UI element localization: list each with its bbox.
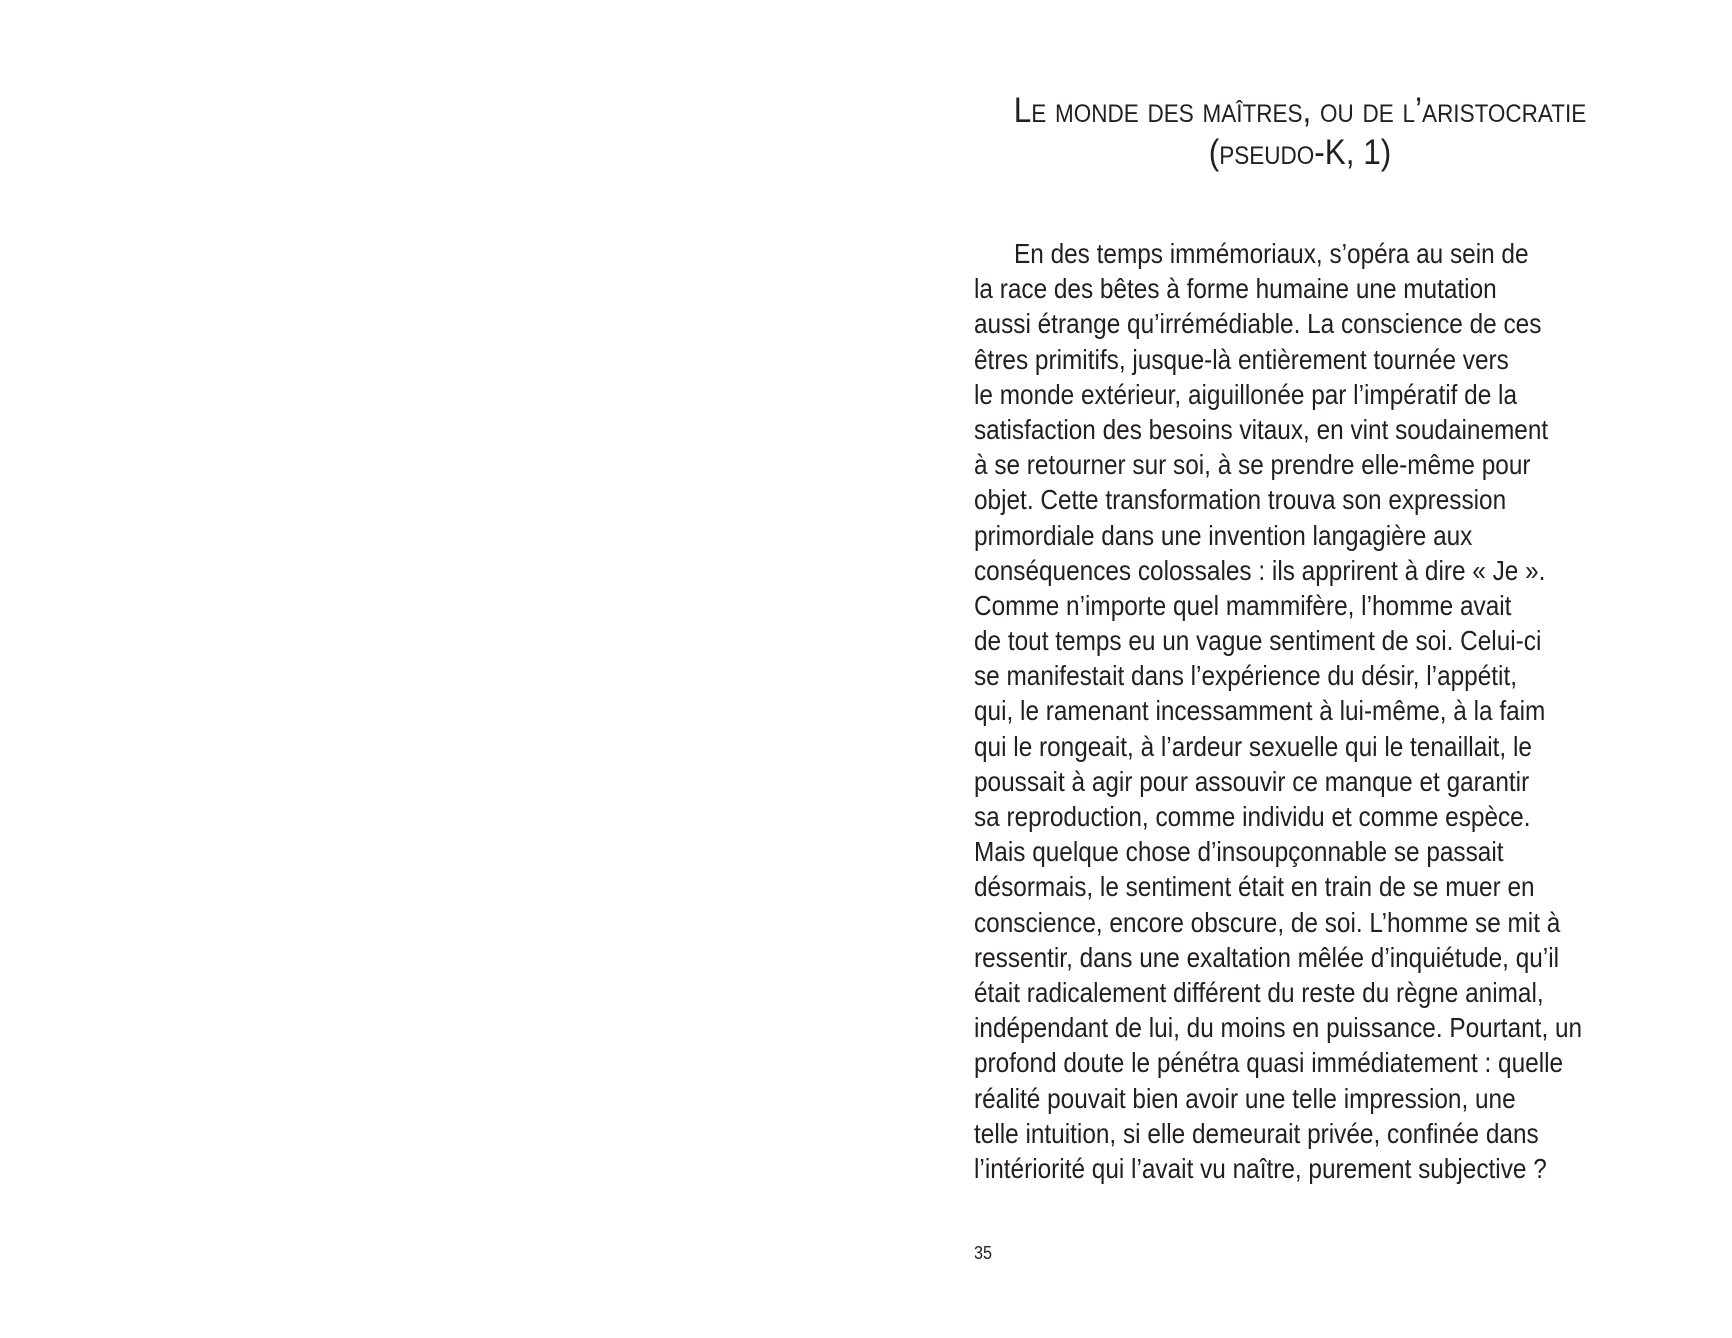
body-line: primordiale dans une invention langagière aux <box>974 519 1473 551</box>
body-line: êtres primitifs, jusque-là entièrement tournée vers <box>974 343 1509 375</box>
body-line: qui, le ramenant incessamment à lui-même, à la faim <box>974 695 1546 727</box>
body-line: désormais, le sentiment était en train de se muer en <box>974 871 1535 903</box>
body-line: le monde extérieur, aiguillonée par l’impératif de la <box>974 378 1518 410</box>
body-line: qui le rongeait, à l’ardeur sexuelle qui le tenaillait, le <box>974 730 1532 762</box>
body-line: de tout temps eu un vague sentiment de soi. Celui-ci <box>974 625 1542 657</box>
page-number: 35 <box>974 1243 993 1263</box>
body-line: se manifestait dans l’expérience du désir, l’appétit, <box>974 660 1518 692</box>
body-line: à se retourner sur soi, à se prendre elle-même pour <box>974 449 1531 481</box>
body-line: Mais quelque chose d’insoupçonnable se passait <box>974 836 1504 868</box>
body-line: objet. Cette transformation trouva son expression <box>974 484 1507 516</box>
chapter-title-line-1: Le monde des maîtres, ou de l’aristocratie <box>1013 91 1587 130</box>
body-line: sa reproduction, comme individu et comme espèce. <box>974 801 1531 832</box>
chapter-title <box>976 90 1624 174</box>
body-line: conscience, encore obscure, de soi. L’homme se mit à <box>974 906 1561 938</box>
body-line: était radicalement différent du reste du règne animal, <box>974 976 1544 1008</box>
body-line: satisfaction des besoins vitaux, en vint soudainement <box>974 413 1549 445</box>
body-line: la race des bêtes à forme humaine une mutation <box>974 273 1497 305</box>
body-line: l’intériorité qui l’avait vu naître, purement subjective ? <box>974 1152 1547 1184</box>
body-line: ressentir, dans une exaltation mêlée d’inquiétude, qu’il <box>974 941 1560 973</box>
body-paragraph <box>974 236 1673 1186</box>
body-line: aussi étrange qu’irrémédiable. La conscience de ces <box>974 308 1542 340</box>
body-line: poussait à agir pour assouvir ce manque et garantir <box>974 765 1530 797</box>
body-line: réalité pouvait bien avoir une telle impression, une <box>974 1082 1516 1114</box>
body-line: Comme n’importe quel mammifère, l’homme avait <box>974 589 1512 621</box>
body-line: telle intuition, si elle demeurait privée, confinée dans <box>974 1117 1539 1149</box>
body-line: conséquences colossales : ils apprirent à dire « Je ». <box>974 554 1546 586</box>
body-line: profond doute le pénétra quasi immédiatement : quelle <box>974 1047 1564 1079</box>
body-line: En des temps immémoriaux, s’opéra au sein de <box>1014 238 1529 269</box>
chapter-title-line-2: (pseudo-K, 1) <box>1208 133 1392 172</box>
body-line: indépendant de lui, du moins en puissance. Pourtant, un <box>974 1012 1583 1044</box>
